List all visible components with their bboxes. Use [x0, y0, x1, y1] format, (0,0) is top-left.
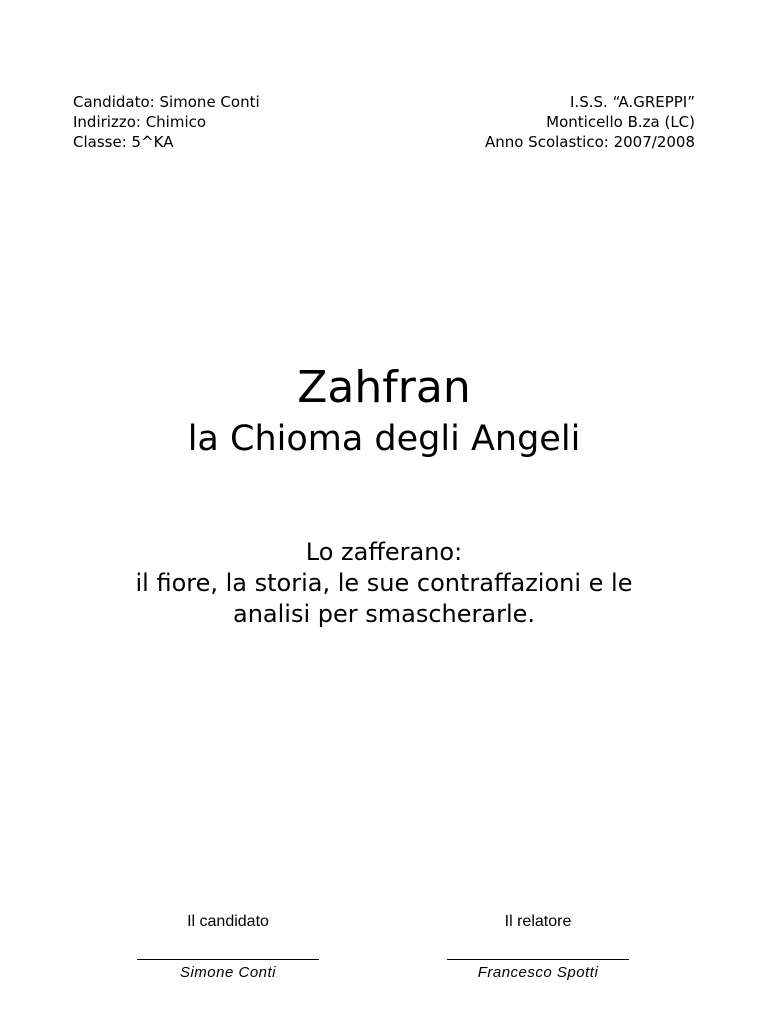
candidate-role-label: Il candidato [187, 913, 269, 930]
advisor-role-label: Il relatore [504, 913, 572, 930]
document-subtitle: la Chioma degli Angeli [187, 419, 581, 459]
class-line: Classe: 5^KA [73, 133, 174, 151]
header-right-block [485, 92, 695, 152]
candidate-signature-block [128, 910, 328, 983]
advisor-name: Francesco Spotti [477, 964, 599, 981]
header-left-block [73, 92, 260, 152]
school-location: Monticello B.za (LC) [546, 113, 695, 131]
description-line-3: analisi per smascherarle. [232, 600, 536, 628]
candidate-line: Candidato: Simone Conti [73, 93, 260, 111]
advisor-signature-block [438, 910, 638, 983]
description-line-2: il fiore, la storia, le sue contraffazioni e le [135, 569, 633, 597]
advisor-signature-line [447, 959, 629, 960]
school-name: I.S.S. “A.GREPPI” [570, 93, 695, 111]
document-title: Zahfran [297, 362, 471, 413]
address-line: Indirizzo: Chimico [73, 113, 207, 131]
document-description [0, 537, 768, 630]
school-year: Anno Scolastico: 2007/2008 [484, 133, 695, 151]
candidate-name: Simone Conti [179, 964, 277, 981]
candidate-signature-line [137, 959, 319, 960]
description-line-1: Lo zafferano: [305, 538, 463, 566]
